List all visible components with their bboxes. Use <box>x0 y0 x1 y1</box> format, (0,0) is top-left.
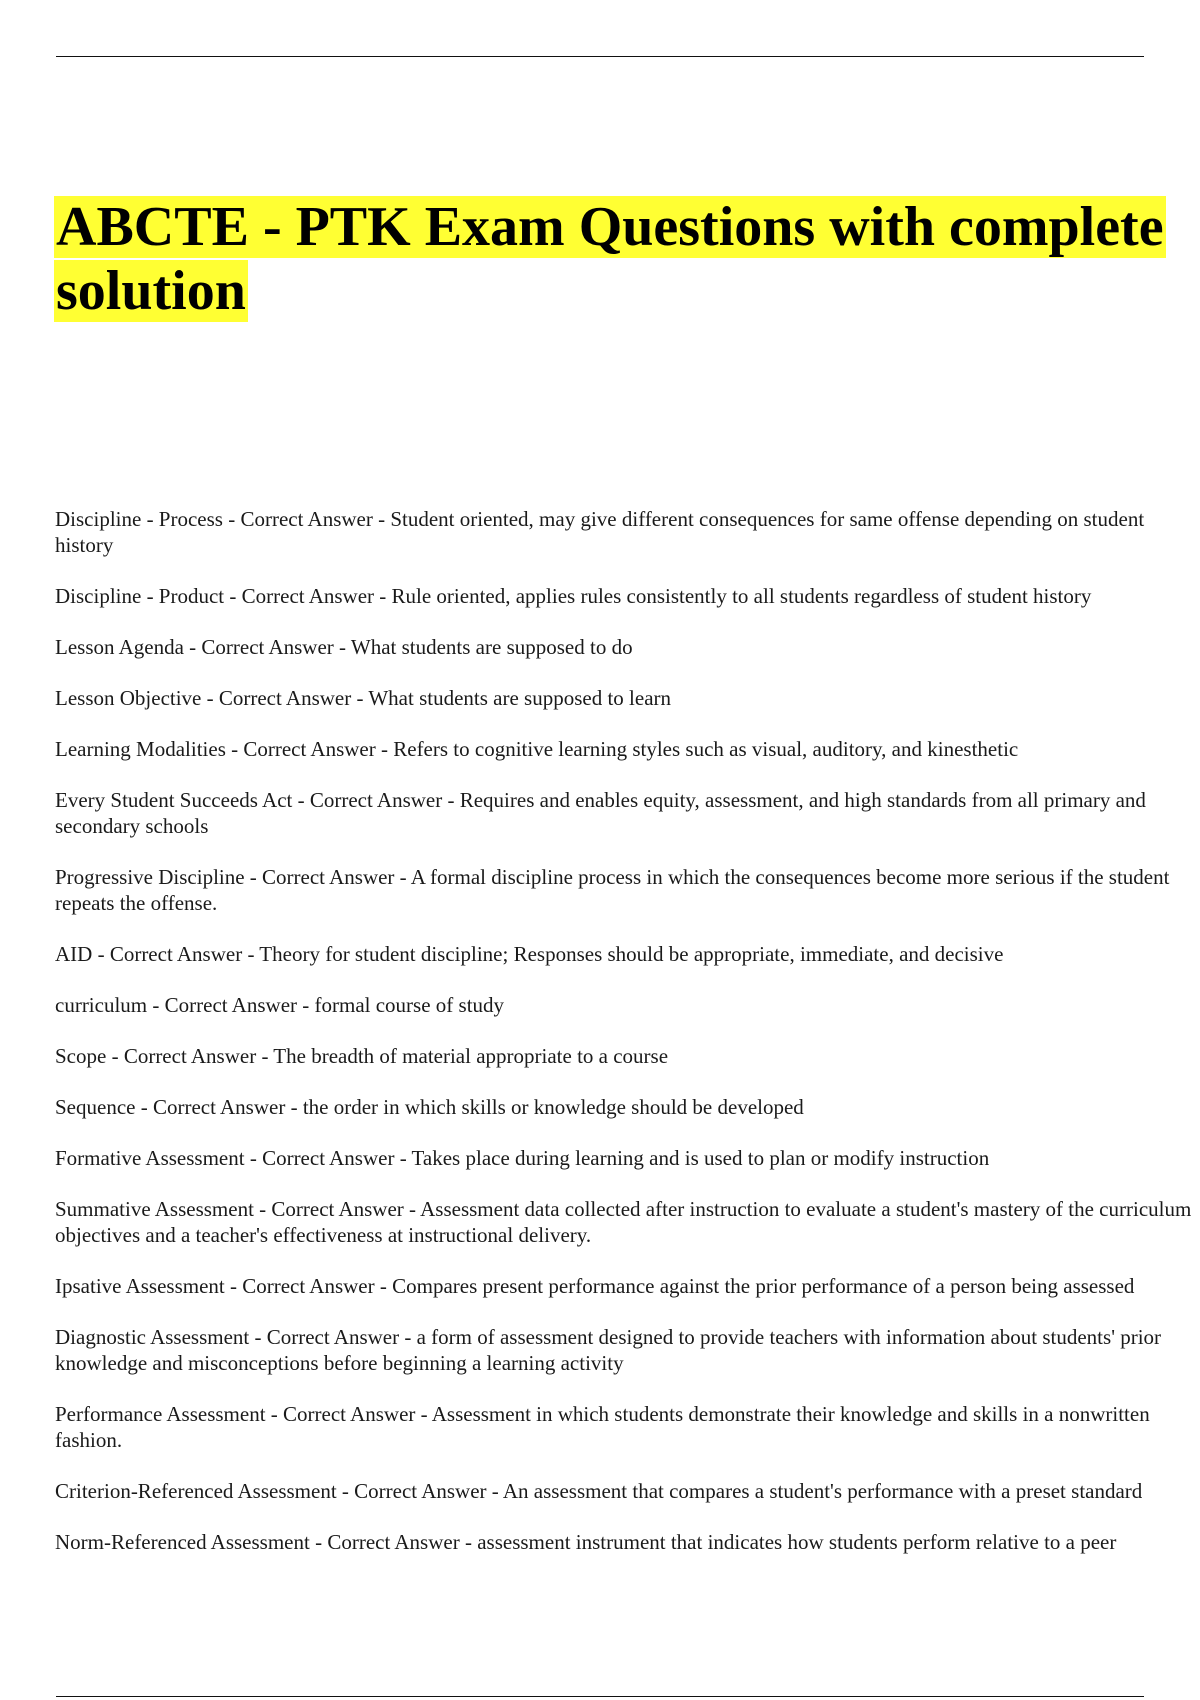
qa-item: Scope - Correct Answer - The breadth of material appropriate to a course <box>55 1044 669 1068</box>
qa-item: Performance Assessment - Correct Answer - Assessment in which students demonstrate their knowledge and skills in a nonwritten fashion. <box>55 1402 1150 1452</box>
qa-list <box>55 506 1200 1580</box>
qa-item: Lesson Agenda - Correct Answer - What students are supposed to do <box>55 635 633 659</box>
qa-item: Every Student Succeeds Act - Correct Answer - Requires and enables equity, assessment, and high standards from all primary and secondary schools <box>55 788 1146 838</box>
qa-item: Ipsative Assessment - Correct Answer - Compares present performance against the prior performance of a person being assessed <box>55 1274 1135 1298</box>
qa-item: Diagnostic Assessment - Correct Answer - a form of assessment designed to provide teachers with information about students' prior knowledge and misconceptions before beginning a learning activity <box>55 1325 1162 1375</box>
qa-item: Sequence - Correct Answer - the order in which skills or knowledge should be developed <box>55 1095 804 1119</box>
top-rule <box>56 56 1144 57</box>
qa-item: Discipline - Process - Correct Answer - Student oriented, may give different consequences for same offense depending on student history <box>55 507 1145 557</box>
bottom-rule <box>56 1696 1144 1697</box>
qa-item: Summative Assessment - Correct Answer - Assessment data collected after instruction to evaluate a student's mastery of the curriculum objectives and a teacher's effectiveness at instructional delivery. <box>55 1197 1192 1247</box>
qa-item: Criterion-Referenced Assessment - Correct Answer - An assessment that compares a student's performance with a preset standard <box>55 1479 1143 1503</box>
qa-item: Norm-Referenced Assessment - Correct Answer - assessment instrument that indicates how students perform relative to a peer <box>55 1530 1117 1554</box>
qa-item: Discipline - Product - Correct Answer - Rule oriented, applies rules consistently to all students regardless of student history <box>55 584 1092 608</box>
title-highlight: ABCTE - PTK Exam Questions with complete solution <box>56 196 1164 322</box>
qa-item: Learning Modalities - Correct Answer - Refers to cognitive learning styles such as visual, auditory, and kinesthetic <box>55 737 1019 761</box>
qa-item: Lesson Objective - Correct Answer - What students are supposed to learn <box>55 686 672 710</box>
qa-item: Progressive Discipline - Correct Answer - A formal discipline process in which the consequences become more serious if the student repeats the offense. <box>55 865 1170 915</box>
qa-item: curriculum - Correct Answer - formal course of study <box>55 993 505 1017</box>
qa-item: AID - Correct Answer - Theory for student discipline; Responses should be appropriate, immediate, and decisive <box>55 942 1004 966</box>
document-title <box>54 195 1200 323</box>
qa-item: Formative Assessment - Correct Answer - Takes place during learning and is used to plan or modify instruction <box>55 1146 990 1170</box>
